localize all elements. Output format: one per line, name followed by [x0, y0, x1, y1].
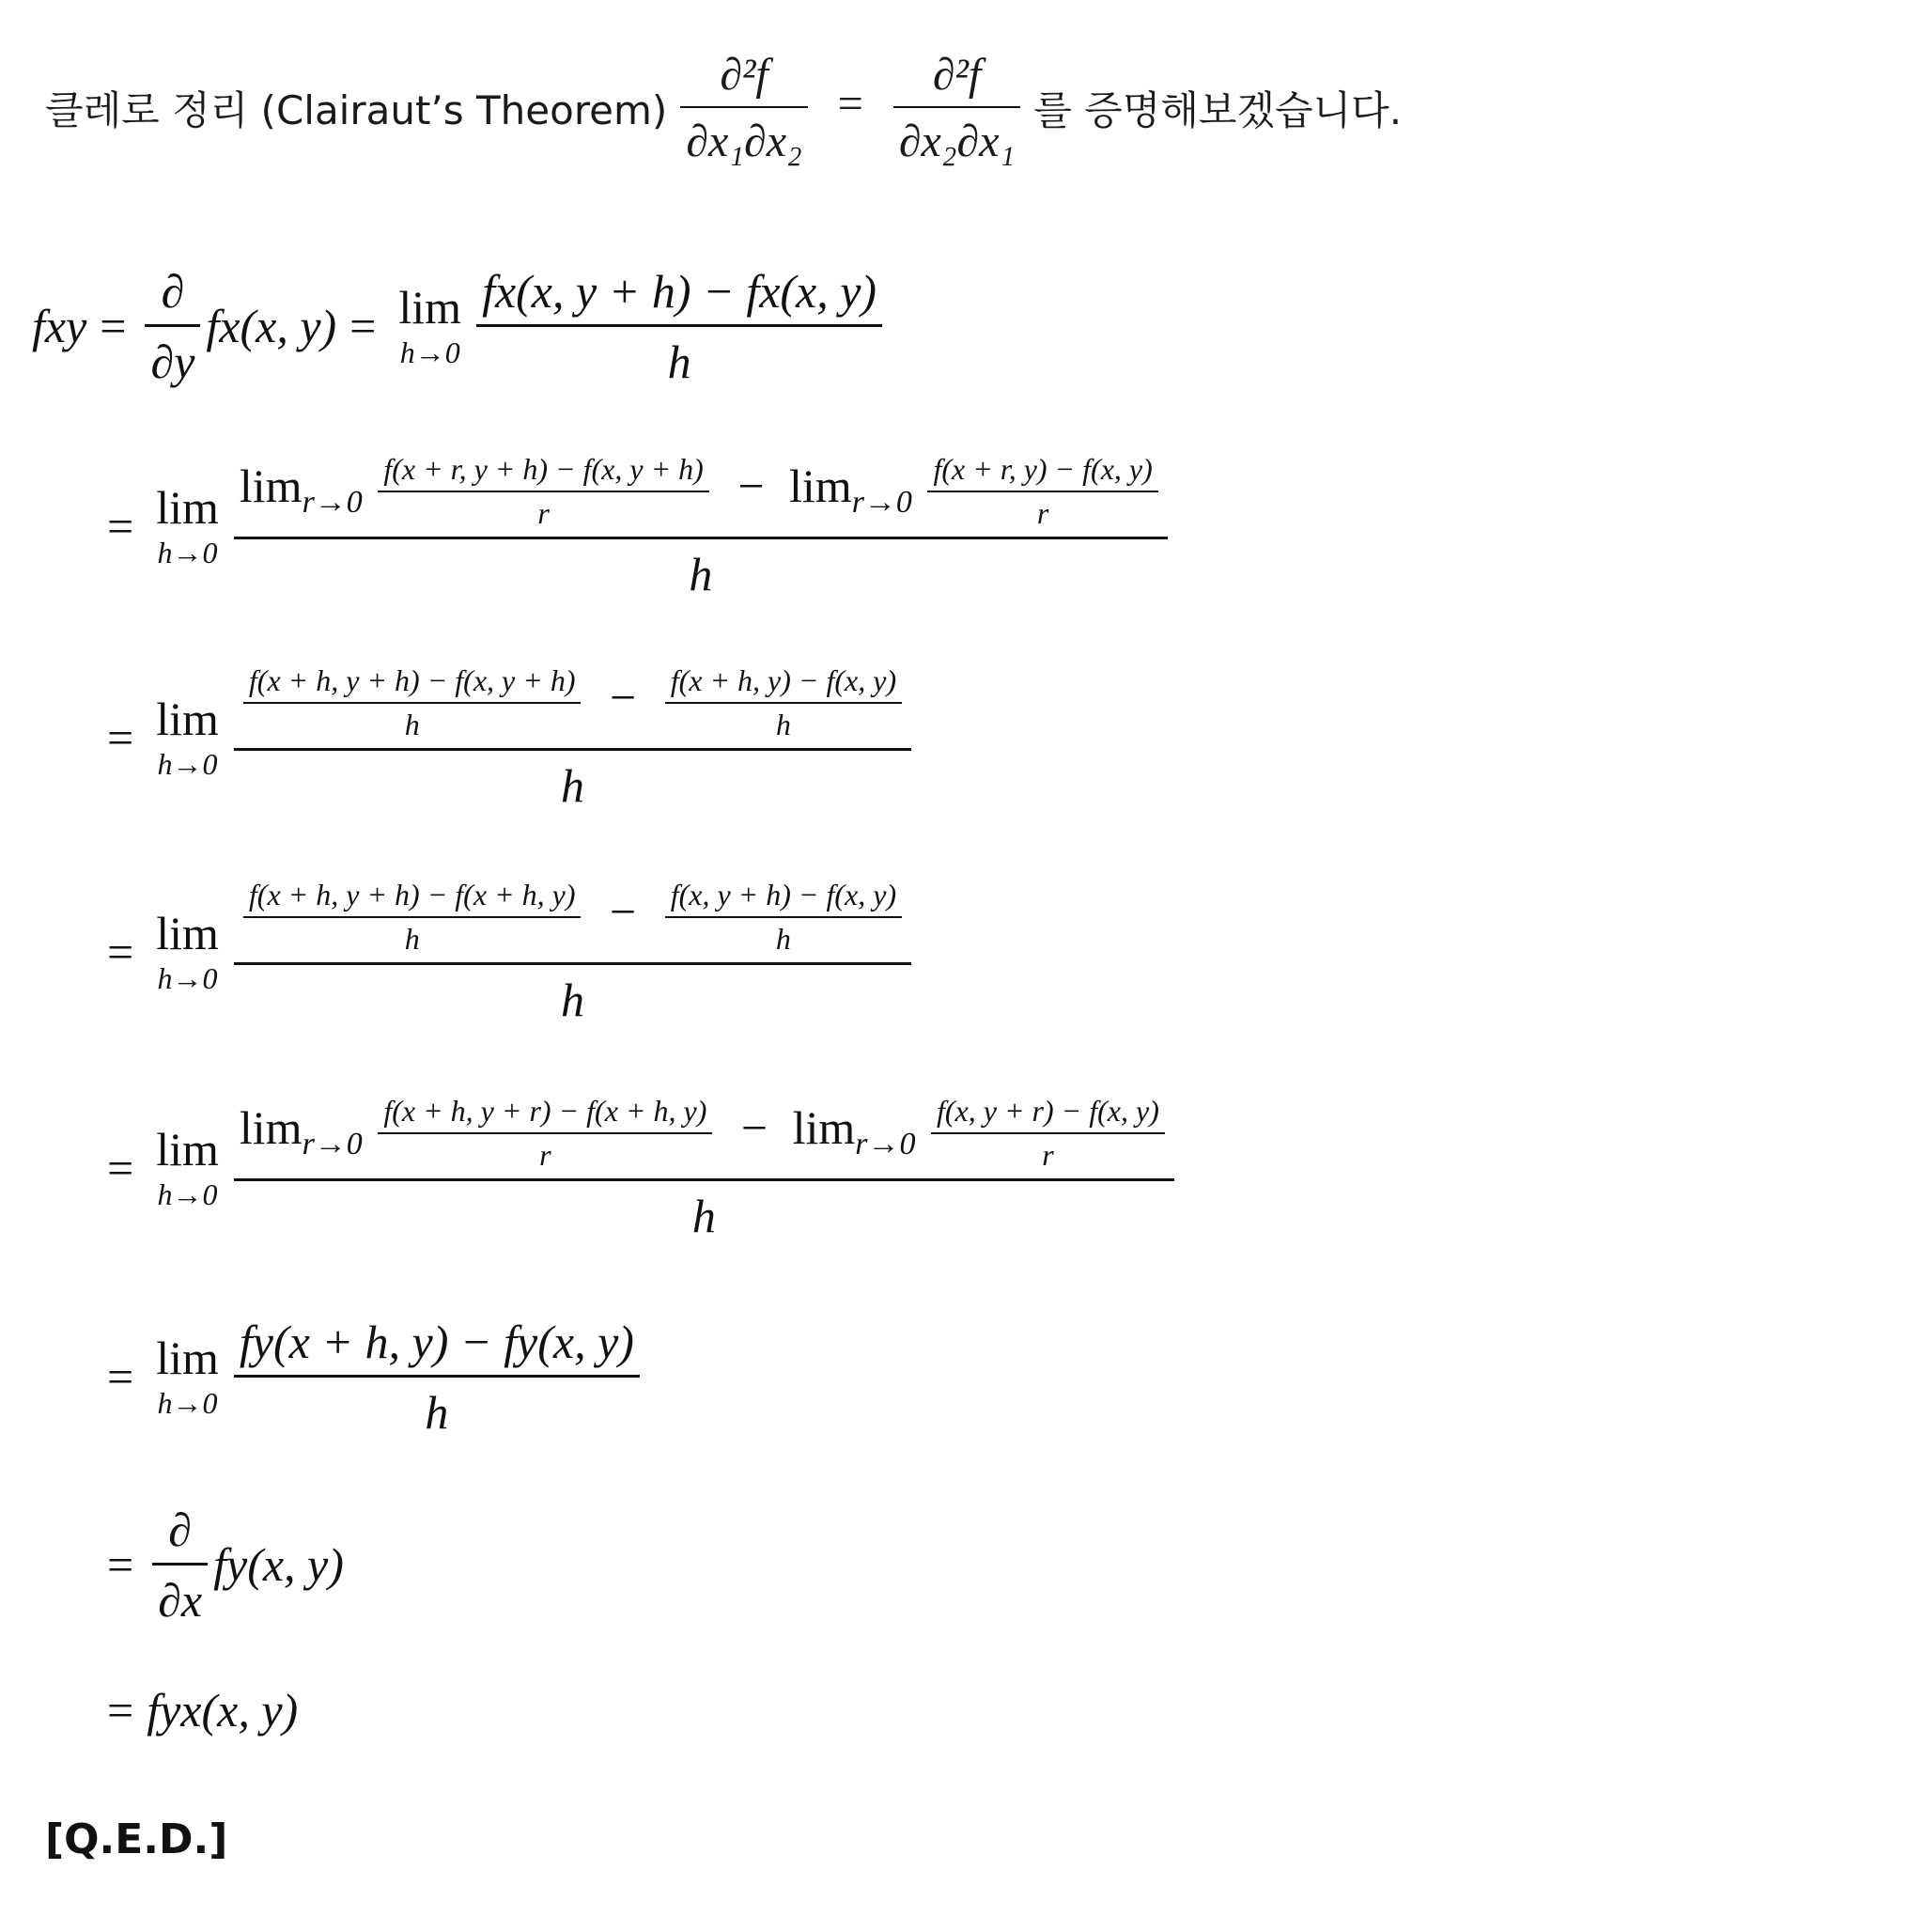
theorem-formula: [675, 49, 1026, 167]
equals-sign: =: [349, 300, 377, 352]
operator-numerator: ∂: [168, 1503, 193, 1556]
lhs-denominator: ∂x₁∂x₂: [680, 106, 807, 167]
outer-numerator: [234, 878, 911, 962]
inner-fraction-2: [665, 878, 902, 957]
lim-word: lim: [156, 1331, 219, 1384]
lim-subscript: h→0: [157, 961, 218, 996]
inner-denominator-1: r: [378, 1132, 712, 1173]
lim-word: lim: [156, 692, 219, 745]
inner-limit: [239, 1100, 363, 1161]
inner-denominator-1: h: [243, 702, 582, 742]
lim-subscript: h→0: [157, 747, 218, 782]
intro-suffix: 를 증명해보겠습니다.: [1033, 87, 1403, 133]
inner-fraction-1: [378, 1094, 712, 1173]
inner-fraction-1: [243, 878, 582, 957]
difference-quotient: [234, 1315, 640, 1440]
equals-sign: =: [107, 926, 134, 978]
equals-sign: =: [107, 500, 134, 553]
step-1: [32, 256, 888, 397]
fx-expression: fx(x, y): [206, 300, 337, 352]
rhs-denominator: ∂x₂∂x₁: [893, 106, 1020, 167]
inner-fraction-1: [243, 663, 582, 742]
limit-operator: [156, 694, 219, 781]
inner-fraction-2: [665, 663, 902, 742]
outer-fraction: [234, 663, 911, 813]
lim-subscript: r→0: [855, 1126, 916, 1161]
outer-denominator: h: [234, 962, 911, 1027]
equals-sign: =: [107, 1538, 134, 1591]
inner-denominator-1: h: [243, 916, 582, 957]
outer-denominator: h: [234, 748, 911, 813]
inner-numerator-1: f(x + h, y + h) − f(x + h, y): [248, 877, 576, 911]
inner-numerator-1: f(x + h, y + r) − f(x + h, y): [383, 1093, 707, 1128]
fy-expression: fy(x, y): [213, 1538, 344, 1591]
inner-fraction-2: [927, 452, 1157, 531]
lim-subscript: r→0: [302, 484, 363, 520]
inner-numerator-1: f(x + r, y + h) − f(x, y + h): [383, 451, 704, 486]
lim-word: lim: [156, 906, 219, 959]
lim-word: lim: [789, 459, 852, 512]
outer-fraction: [234, 452, 1168, 601]
lim-word: lim: [156, 480, 219, 534]
quotient-denominator: h: [234, 1375, 640, 1440]
lim-word: lim: [792, 1100, 856, 1154]
lim-word: lim: [239, 459, 303, 512]
rhs-numerator: ∂²f: [932, 50, 982, 100]
lim-subscript: h→0: [157, 1177, 218, 1212]
qed-marker: [Q.E.D.]: [45, 1815, 228, 1863]
quotient-numerator: fy(x + h, y) − fy(x, y): [239, 1315, 634, 1368]
lim-subscript: h→0: [157, 1386, 218, 1421]
difference-quotient: [476, 264, 882, 389]
fxy-symbol: fxy: [32, 300, 87, 352]
step-6: [94, 1306, 645, 1447]
inner-denominator-2: h: [665, 702, 902, 742]
lim-word: lim: [398, 280, 462, 334]
lim-subscript: h→0: [157, 536, 218, 570]
minus-sign: −: [737, 459, 765, 512]
equals-sign: =: [100, 300, 127, 352]
equals-sign: =: [107, 1350, 134, 1403]
partial-x-operator: [152, 1503, 208, 1628]
inner-numerator-1: f(x + h, y + h) − f(x, y + h): [248, 662, 576, 697]
lim-subscript: r→0: [302, 1126, 363, 1161]
outer-numerator: [234, 663, 911, 748]
inner-limit: [789, 459, 912, 520]
outer-numerator: [234, 452, 1168, 537]
quotient-denominator: h: [476, 324, 882, 389]
inner-fraction-2: [931, 1094, 1165, 1173]
inner-denominator-1: r: [378, 491, 709, 531]
limit-operator: [156, 1333, 219, 1420]
lim-subscript: r→0: [851, 484, 912, 520]
inner-denominator-2: r: [927, 491, 1157, 531]
lim-word: lim: [239, 1100, 303, 1154]
lim-subscript: h→0: [399, 335, 460, 370]
operator-denominator: ∂y: [145, 324, 200, 389]
operator-numerator: ∂: [161, 264, 185, 318]
outer-denominator: h: [234, 1178, 1174, 1243]
step-8: [94, 1668, 298, 1753]
equals-sign: =: [107, 1684, 134, 1737]
limit-operator: [156, 906, 219, 996]
inner-numerator-2: f(x, y + r) − f(x, y): [936, 1093, 1159, 1128]
limit-operator: [156, 1122, 219, 1212]
step-3: [94, 658, 917, 818]
rhs-fraction: [893, 49, 1020, 167]
quotient-numerator: fx(x, y + h) − fx(x, y): [482, 264, 877, 318]
inner-limit: [239, 459, 363, 520]
equals-sign: =: [107, 1142, 134, 1194]
outer-numerator: [234, 1094, 1174, 1178]
intro-text: 클레로 정리 (Clairaut’s Theorem): [45, 87, 668, 133]
limit-operator: [156, 480, 219, 570]
inner-numerator-2: f(x, y + h) − f(x, y): [670, 877, 897, 911]
operator-denominator: ∂x: [152, 1563, 208, 1628]
outer-fraction: [234, 1094, 1174, 1243]
limit-operator: [398, 280, 462, 370]
step-5: [94, 1088, 1180, 1248]
equals-sign: =: [837, 79, 863, 130]
inner-denominator-2: h: [665, 916, 902, 957]
lim-word: lim: [156, 1122, 219, 1176]
step-4: [94, 872, 917, 1032]
partial-y-operator: [145, 264, 200, 389]
intro-statement: [45, 38, 1402, 179]
lhs-fraction: [680, 49, 807, 167]
inner-fraction-1: [378, 452, 709, 531]
minus-sign: −: [609, 670, 637, 724]
equals-sign: =: [107, 711, 134, 764]
outer-denominator: h: [234, 537, 1168, 601]
inner-denominator-2: r: [931, 1132, 1165, 1173]
inner-numerator-2: f(x + r, y) − f(x, y): [933, 451, 1153, 486]
inner-limit: [792, 1100, 916, 1161]
fyx-expression: fyx(x, y): [147, 1684, 299, 1737]
minus-sign: −: [609, 884, 637, 938]
inner-numerator-2: f(x + h, y) − f(x, y): [670, 662, 897, 697]
lhs-numerator: ∂²f: [720, 50, 768, 100]
minus-sign: −: [740, 1100, 768, 1154]
step-7: [94, 1494, 344, 1635]
step-2: [94, 446, 1173, 606]
outer-fraction: [234, 878, 911, 1027]
